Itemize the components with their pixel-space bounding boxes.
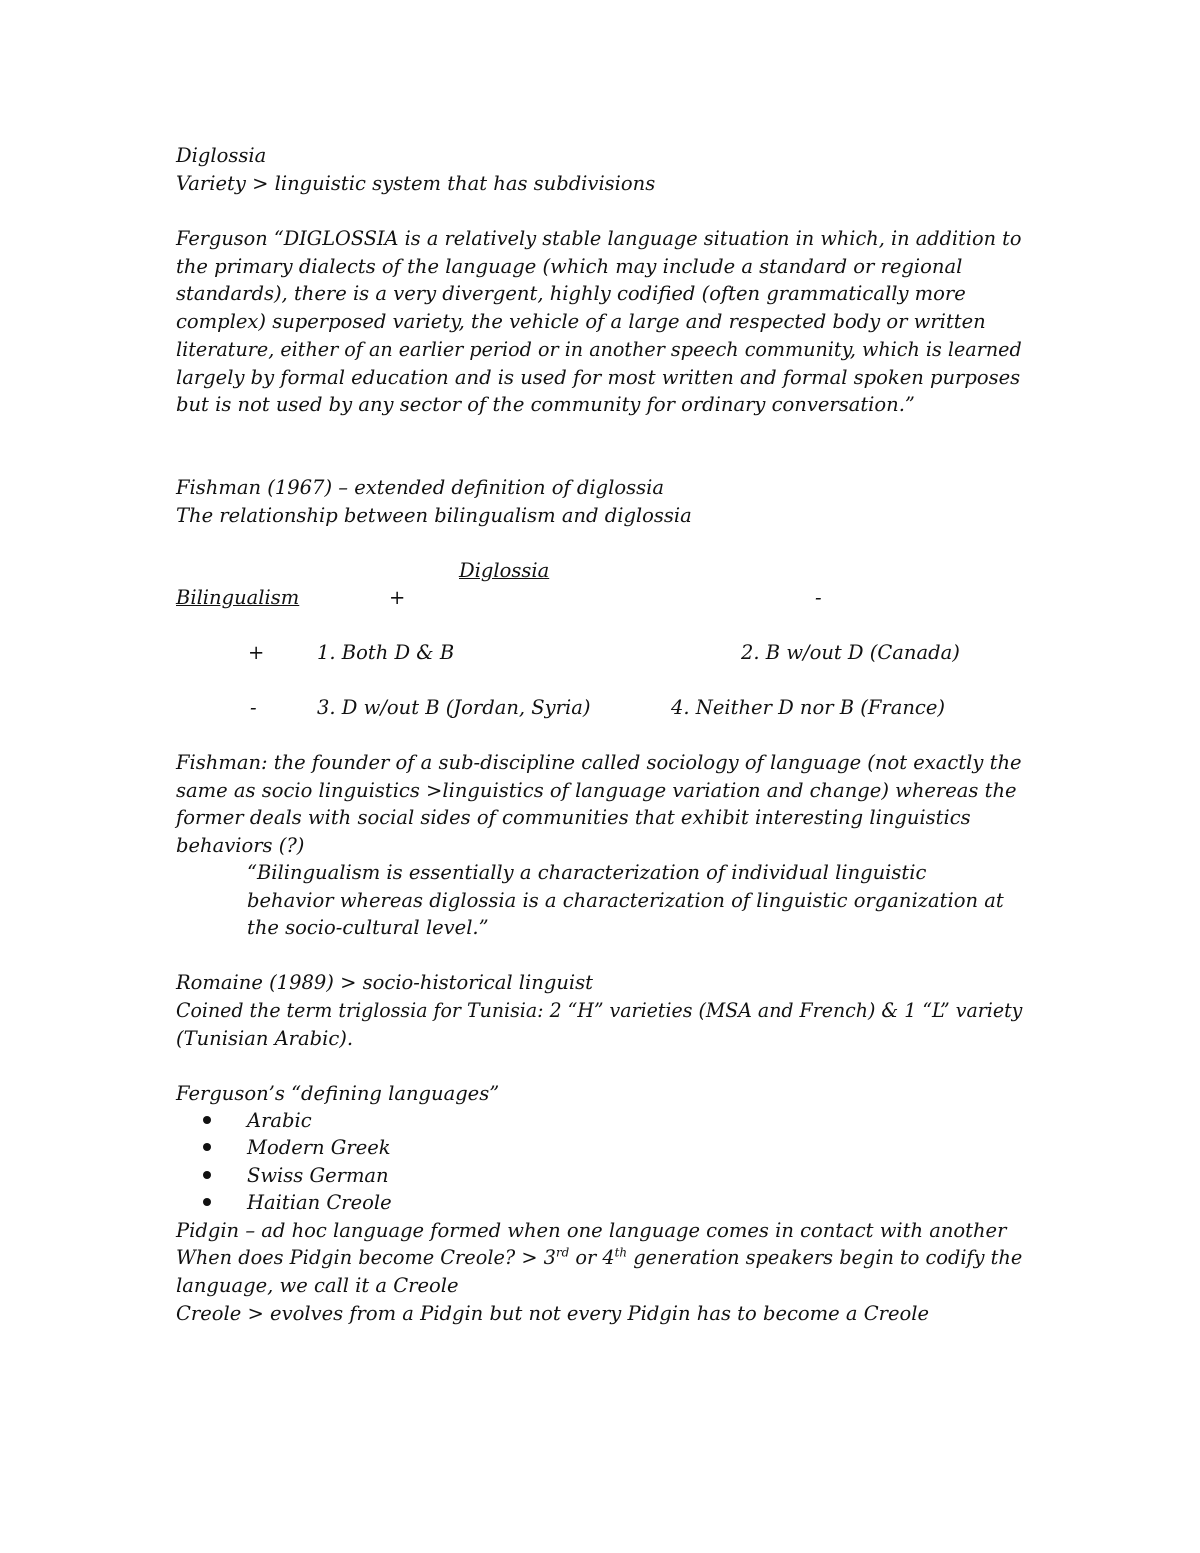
grid-col-minus: - — [815, 586, 822, 609]
ordinal-th: th — [614, 1245, 628, 1260]
creole-question-line-2: language, we call it a Creole — [176, 1274, 459, 1297]
fishman-founder-line: Fishman: the founder of a sub-discipline called sociology of language (not exactly the — [176, 751, 1022, 774]
grid-cell-3: 3. D w/out B (Jordan, Syria) — [317, 696, 591, 719]
fishman-founder-line: same as socio linguistics >linguistics of language variation and change) whereas the — [176, 779, 1017, 802]
fishman-relationship: The relationship between bilingualism and diglossia — [176, 504, 692, 527]
fishman-founder-line: former deals with social sides of communities that exhibit interesting linguistics — [176, 806, 971, 829]
grid-col-plus: + — [389, 586, 406, 609]
bilingualism-quote-line: behavior whereas diglossia is a characterization of linguistic organization at — [247, 889, 1004, 912]
pidgin-line: Pidgin – ad hoc language formed when one language comes in contact with another — [176, 1219, 1007, 1242]
fishman-founder-line: behaviors (?) — [176, 834, 305, 857]
creole-question-mid: or 4 — [569, 1246, 615, 1269]
ferguson-line: the primary dialects of the language (which may include a standard or regional — [176, 255, 963, 278]
creole-question-line — [176, 1244, 1022, 1271]
list-item: Swiss German — [247, 1164, 389, 1187]
romaine-line: Coined the term triglossia for Tunisia: 2 “H” varieties (MSA and French) & 1 “L” variety — [176, 999, 1023, 1022]
creole-question-start: When does Pidgin become Creole? > 3 — [176, 1246, 556, 1269]
bilingualism-quote-line: “Bilingualism is essentially a characterization of individual linguistic — [247, 861, 927, 884]
bullet-icon — [203, 1198, 211, 1206]
list-item: Modern Greek — [247, 1136, 391, 1159]
ferguson-line: standards), there is a very divergent, highly codified (often grammatically more — [176, 282, 966, 305]
bullet-icon — [203, 1116, 211, 1124]
list-item: Arabic — [247, 1109, 312, 1132]
ferguson-line: largely by formal education and is used for most written and formal spoken purposes — [176, 366, 1021, 389]
bilingualism-quote-line: the socio-cultural level.” — [247, 916, 489, 939]
grid-row-plus: + — [248, 641, 265, 664]
grid-col-header: Diglossia — [459, 559, 550, 582]
creole-line: Creole > evolves from a Pidgin but not every Pidgin has to become a Creole — [176, 1302, 929, 1325]
grid-cell-2: 2. B w/out D (Canada) — [741, 641, 960, 664]
defining-languages-title: Ferguson’s “defining languages” — [176, 1082, 500, 1105]
romaine-line: Romaine (1989) > socio-historical linguist — [176, 971, 593, 994]
ordinal-rd: rd — [555, 1245, 570, 1260]
grid-cell-4: 4. Neither D nor B (France) — [671, 696, 945, 719]
ferguson-line: Ferguson “DIGLOSSIA is a relatively stable language situation in which, in addition to — [176, 227, 1022, 250]
ferguson-line: literature, either of an earlier period or in another speech community, which is learned — [176, 338, 1022, 361]
fishman-title: Fishman (1967) – extended definition of diglossia — [176, 476, 664, 499]
creole-question-end: generation speakers begin to codify the — [627, 1246, 1023, 1269]
variety-definition: Variety > linguistic system that has subdivisions — [176, 172, 656, 195]
grid-row-header: Bilingualism — [176, 586, 300, 609]
bullet-icon — [203, 1171, 211, 1179]
list-item: Haitian Creole — [247, 1191, 392, 1214]
grid-row-minus: - — [250, 696, 257, 719]
ferguson-line: complex) superposed variety, the vehicle of a large and respected body or written — [176, 310, 986, 333]
ferguson-line: but is not used by any sector of the community for ordinary conversation.” — [176, 393, 915, 416]
grid-cell-1: 1. Both D & B — [317, 641, 455, 664]
bullet-icon — [203, 1143, 211, 1151]
romaine-line: (Tunisian Arabic). — [176, 1027, 354, 1050]
heading: Diglossia — [176, 144, 267, 167]
